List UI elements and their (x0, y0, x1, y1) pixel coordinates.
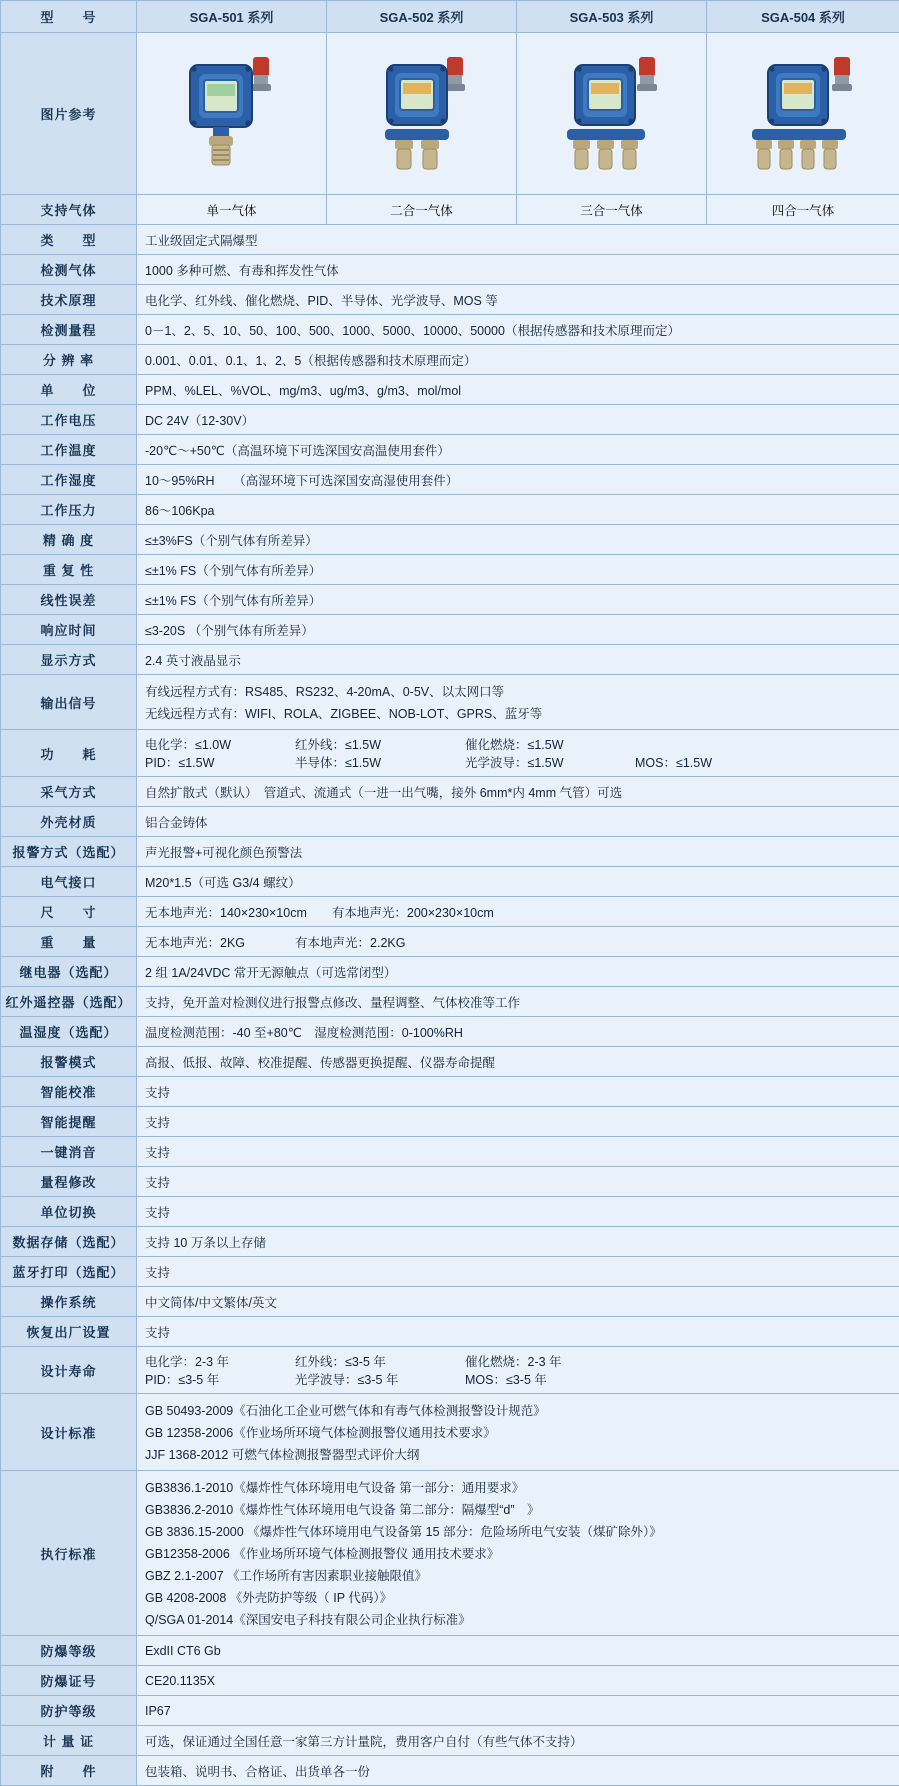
row-label-accuracy: 精 确 度 (1, 525, 137, 555)
row-label-electrical-port: 电气接口 (1, 867, 137, 897)
row-label-repeatability: 重 复 性 (1, 555, 137, 585)
row-value-exec-standard (137, 1471, 899, 1636)
table-row-smart-reminder (1, 1107, 899, 1137)
row-value-resolution: 0.001、0.01、0.1、1、2、5（根据传感器和技术原理而定） (137, 345, 899, 375)
row-value-lifetime (137, 1347, 899, 1394)
row-label-alarm-type: 报警方式（选配） (1, 837, 137, 867)
lifetime-mos: MOS：≤3-5 年 (465, 1370, 547, 1388)
table-row-type (1, 225, 899, 255)
table-row-lifetime (1, 1347, 899, 1394)
table-row-data-storage (1, 1227, 899, 1257)
lifetime-echem: 电化学：2-3 年 (145, 1352, 295, 1370)
row-value-type: 工业级固定式隔爆型 (137, 225, 899, 255)
table-row-accessories (1, 1756, 899, 1786)
power-ir: 红外线：≤1.5W (295, 735, 465, 753)
row-value-alarm-mode: 高报、低报、故障、校准提醒、传感器更换提醒、仪器寿命提醒 (137, 1047, 899, 1077)
row-label-design-standard: 设计标准 (1, 1394, 137, 1471)
table-row-humidity (1, 465, 899, 495)
row-label-sampling: 采气方式 (1, 777, 137, 807)
row-label-smart-calibration: 智能校准 (1, 1077, 137, 1107)
row-label-resolution: 分 辨 率 (1, 345, 137, 375)
table-row-ir-remote (1, 987, 899, 1017)
row-label-ex-rating: 防爆等级 (1, 1636, 137, 1666)
row-value-ir-remote: 支持，免开盖对检测仪进行报警点修改、量程调整、气体校准等工作 (137, 987, 899, 1017)
table-row-one-key-mute (1, 1137, 899, 1167)
row-label-weight: 重 量 (1, 927, 137, 957)
row-label-accessories: 附 件 (1, 1756, 137, 1786)
output-wireless: 无线远程方式有：WIFI、ROLA、ZIGBEE、NOB-LOT、GPRS、蓝牙等 (145, 702, 891, 724)
row-value-one-key-mute: 支持 (137, 1137, 899, 1167)
row-label-unit-switch: 单位切换 (1, 1197, 137, 1227)
table-row-temperature (1, 435, 899, 465)
table-row-ex-rating (1, 1636, 899, 1666)
row-label-response-time: 响应时间 (1, 615, 137, 645)
table-row-bt-print (1, 1257, 899, 1287)
row-label-bt-print: 蓝牙打印（选配） (1, 1257, 137, 1287)
table-row-accuracy (1, 525, 899, 555)
row-label-display: 显示方式 (1, 645, 137, 675)
table-row-ip-rating (1, 1696, 899, 1726)
row-value-factory-reset: 支持 (137, 1317, 899, 1347)
row-label-housing: 外壳材质 (1, 807, 137, 837)
table-row-range (1, 315, 899, 345)
row-label-os: 操作系统 (1, 1287, 137, 1317)
row-value-alarm-type: 声光报警+可视化颜色预警法 (137, 837, 899, 867)
table-row-size (1, 897, 899, 927)
table-row-repeatability (1, 555, 899, 585)
row-value-accuracy: ≤±3%FS（个别气体有所差异） (137, 525, 899, 555)
gas-support-1: 单一气体 (137, 195, 327, 225)
row-value-size: 无本地声光：140×230×10cm 有本地声光：200×230×10cm (137, 897, 899, 927)
row-label-gas-support: 支持气体 (1, 195, 137, 225)
row-label-power: 功 耗 (1, 730, 137, 777)
table-row-design-standard (1, 1394, 899, 1471)
row-label-unit: 单 位 (1, 375, 137, 405)
gas-detector-icon-2 (347, 37, 497, 187)
exec-standard-line-4: GB12358-2006 《作业场所环境气体检测报警仪 通用技术要求》 (145, 1542, 891, 1564)
row-value-pressure: 86～106Kpa (137, 495, 899, 525)
row-label-exec-standard: 执行标准 (1, 1471, 137, 1636)
row-value-unit: PPM、%LEL、%VOL、mg/m3、ug/m3、g/m3、mol/mol (137, 375, 899, 405)
row-label-ex-certificate: 防爆证号 (1, 1666, 137, 1696)
model-name-1: SGA-501 系列 (137, 1, 327, 33)
row-label-factory-reset: 恢复出厂设置 (1, 1317, 137, 1347)
row-label-type: 类 型 (1, 225, 137, 255)
lifetime-ir: 红外线：≤3-5 年 (295, 1352, 465, 1370)
product-image-3 (517, 33, 707, 195)
row-value-ex-rating: ExdII CT6 Gb (137, 1636, 899, 1666)
row-label-range-edit: 量程修改 (1, 1167, 137, 1197)
row-label-data-storage: 数据存储（选配） (1, 1227, 137, 1257)
exec-standard-line-6: GB 4208-2008 《外壳防护等级（ IP 代码）》 (145, 1586, 891, 1608)
row-label-image: 图片参考 (1, 33, 137, 195)
row-value-housing: 铝合金铸体 (137, 807, 899, 837)
gas-support-4: 四合一气体 (707, 195, 899, 225)
row-value-output (137, 675, 899, 730)
table-row-display (1, 645, 899, 675)
table-row-unit (1, 375, 899, 405)
table-row-pressure (1, 495, 899, 525)
table-row-smart-calibration (1, 1077, 899, 1107)
row-label-detect-gas: 检测气体 (1, 255, 137, 285)
power-row-2 (145, 753, 891, 771)
row-value-humidity: 10～95%RH （高湿环境下可选深国安高湿使用套件） (137, 465, 899, 495)
table-row-sampling (1, 777, 899, 807)
lifetime-optical: 光学波导：≤3-5 年 (295, 1370, 465, 1388)
gas-detector-icon-3 (537, 37, 687, 187)
lifetime-row-1 (145, 1352, 891, 1370)
table-row-model-header (1, 1, 899, 33)
table-row-images (1, 33, 899, 195)
product-image-4 (707, 33, 899, 195)
row-label-model: 型 号 (1, 1, 137, 33)
table-row-voltage (1, 405, 899, 435)
row-label-pressure: 工作压力 (1, 495, 137, 525)
table-row-weight (1, 927, 899, 957)
row-value-temperature: -20℃～+50℃（高温环境下可选深国安高温使用套件） (137, 435, 899, 465)
row-label-principle: 技术原理 (1, 285, 137, 315)
design-standard-line-2: GB 12358-2006《作业场所环境气体检测报警仪通用技术要求》 (145, 1421, 891, 1443)
power-row-1 (145, 735, 891, 753)
design-standard-line-1: GB 50493-2009《石油化工企业可燃气体和有毒气体检测报警设计规范》 (145, 1399, 891, 1421)
row-label-ir-remote: 红外遥控器（选配） (1, 987, 137, 1017)
row-value-response-time: ≤3-20S （个别气体有所差异） (137, 615, 899, 645)
row-value-data-storage: 支持 10 万条以上存储 (137, 1227, 899, 1257)
row-value-relay: 2 组 1A/24VDC 常开无源触点（可选常闭型） (137, 957, 899, 987)
row-value-design-standard (137, 1394, 899, 1471)
row-label-linearity: 线性误差 (1, 585, 137, 615)
row-value-electrical-port: M20*1.5（可选 G3/4 螺纹） (137, 867, 899, 897)
product-image-1 (137, 33, 327, 195)
power-mos: MOS：≤1.5W (635, 753, 712, 771)
row-value-weight: 无本地声光：2KG 有本地声光：2.2KG (137, 927, 899, 957)
gas-support-3: 三合一气体 (517, 195, 707, 225)
table-row-housing (1, 807, 899, 837)
row-label-voltage: 工作电压 (1, 405, 137, 435)
gas-support-2: 二合一气体 (327, 195, 517, 225)
table-row-factory-reset (1, 1317, 899, 1347)
row-label-lifetime: 设计寿命 (1, 1347, 137, 1394)
row-value-range: 0－1、2、5、10、50、100、500、1000、5000、10000、50000（根据传感器和技术原理而定） (137, 315, 899, 345)
power-semi: 半导体：≤1.5W (295, 753, 465, 771)
exec-standard-line-7: Q/SGA 01-2014《深国安电子科技有限公司企业执行标准》 (145, 1608, 891, 1630)
row-label-ip-rating: 防护等级 (1, 1696, 137, 1726)
table-row-metrology-cert (1, 1726, 899, 1756)
row-value-metrology-cert: 可选，保证通过全国任意一家第三方计量院，费用客户自付（有些气体不支持） (137, 1726, 899, 1756)
row-label-humidity: 工作湿度 (1, 465, 137, 495)
table-row-alarm-type (1, 837, 899, 867)
table-row-os (1, 1287, 899, 1317)
row-value-principle: 电化学、红外线、催化燃烧、PID、半导体、光学波导、MOS 等 (137, 285, 899, 315)
row-label-temp-humidity-option: 温湿度（选配） (1, 1017, 137, 1047)
row-value-ip-rating: IP67 (137, 1696, 899, 1726)
table-row-unit-switch (1, 1197, 899, 1227)
table-row-power (1, 730, 899, 777)
table-row-gas-support (1, 195, 899, 225)
row-value-sampling: 自然扩散式（默认） 管道式、流通式（一进一出气嘴，接外 6mm*内 4mm 气管）可选 (137, 777, 899, 807)
table-row-range-edit (1, 1167, 899, 1197)
design-standard-line-3: JJF 1368-2012 可燃气体检测报警器型式评价大纲 (145, 1443, 891, 1465)
row-value-smart-calibration: 支持 (137, 1077, 899, 1107)
exec-standard-line-1: GB3836.1-2010《爆炸性气体环境用电气设备 第一部分：通用要求》 (145, 1476, 891, 1498)
model-name-2: SGA-502 系列 (327, 1, 517, 33)
table-row-relay (1, 957, 899, 987)
row-label-range: 检测量程 (1, 315, 137, 345)
row-label-size: 尺 寸 (1, 897, 137, 927)
row-label-relay: 继电器（选配） (1, 957, 137, 987)
row-value-detect-gas: 1000 多种可燃、有毒和挥发性气体 (137, 255, 899, 285)
table-row-resolution (1, 345, 899, 375)
lifetime-pid: PID：≤3-5 年 (145, 1370, 295, 1388)
row-label-one-key-mute: 一键消音 (1, 1137, 137, 1167)
power-echem: 电化学：≤1.0W (145, 735, 295, 753)
row-value-power (137, 730, 899, 777)
gas-detector-icon-1 (157, 37, 307, 187)
exec-standard-line-5: GBZ 2.1-2007 《工作场所有害因素职业接触限值》 (145, 1564, 891, 1586)
table-row-linearity (1, 585, 899, 615)
table-row-principle (1, 285, 899, 315)
lifetime-row-2 (145, 1370, 891, 1388)
row-value-voltage: DC 24V（12-30V） (137, 405, 899, 435)
row-label-temperature: 工作温度 (1, 435, 137, 465)
row-value-smart-reminder: 支持 (137, 1107, 899, 1137)
table-row-output (1, 675, 899, 730)
row-value-os: 中文简体/中文繁体/英文 (137, 1287, 899, 1317)
row-label-smart-reminder: 智能提醒 (1, 1107, 137, 1137)
row-value-range-edit: 支持 (137, 1167, 899, 1197)
table-row-temp-humidity-option (1, 1017, 899, 1047)
table-row-detect-gas (1, 255, 899, 285)
row-value-linearity: ≤±1% FS（个别气体有所差异） (137, 585, 899, 615)
model-name-4: SGA-504 系列 (707, 1, 899, 33)
row-value-repeatability: ≤±1% FS（个别气体有所差异） (137, 555, 899, 585)
output-wired: 有线远程方式有：RS485、RS232、4-20mA、0-5V、以太网口等 (145, 680, 891, 702)
row-value-bt-print: 支持 (137, 1257, 899, 1287)
row-label-output: 输出信号 (1, 675, 137, 730)
table-row-response-time (1, 615, 899, 645)
lifetime-catalytic: 催化燃烧：2-3 年 (465, 1352, 562, 1370)
gas-detector-icon-4 (728, 37, 878, 187)
power-catalytic: 催化燃烧：≤1.5W (465, 735, 564, 753)
table-row-alarm-mode (1, 1047, 899, 1077)
row-value-ex-certificate: CE20.1135X (137, 1666, 899, 1696)
exec-standard-line-2: GB3836.2-2010《爆炸性气体环境用电气设备 第二部分：隔爆型“d” 》 (145, 1498, 891, 1520)
row-label-alarm-mode: 报警模式 (1, 1047, 137, 1077)
product-image-2 (327, 33, 517, 195)
row-value-accessories: 包装箱、说明书、合格证、出货单各一份 (137, 1756, 899, 1786)
exec-standard-line-3: GB 3836.15-2000 《爆炸性气体环境用电气设备第 15 部分：危险场所电气安装（煤矿除外）》 (145, 1520, 891, 1542)
table-row-electrical-port (1, 867, 899, 897)
model-name-3: SGA-503 系列 (517, 1, 707, 33)
row-value-temp-humidity-option: 温度检测范围：-40 至+80℃ 湿度检测范围：0-100%RH (137, 1017, 899, 1047)
power-pid: PID：≤1.5W (145, 753, 295, 771)
row-label-metrology-cert: 计 量 证 (1, 1726, 137, 1756)
row-value-unit-switch: 支持 (137, 1197, 899, 1227)
table-row-ex-certificate (1, 1666, 899, 1696)
table-row-exec-standard (1, 1471, 899, 1636)
row-value-display: 2.4 英寸液晶显示 (137, 645, 899, 675)
power-optical: 光学波导：≤1.5W (465, 753, 635, 771)
